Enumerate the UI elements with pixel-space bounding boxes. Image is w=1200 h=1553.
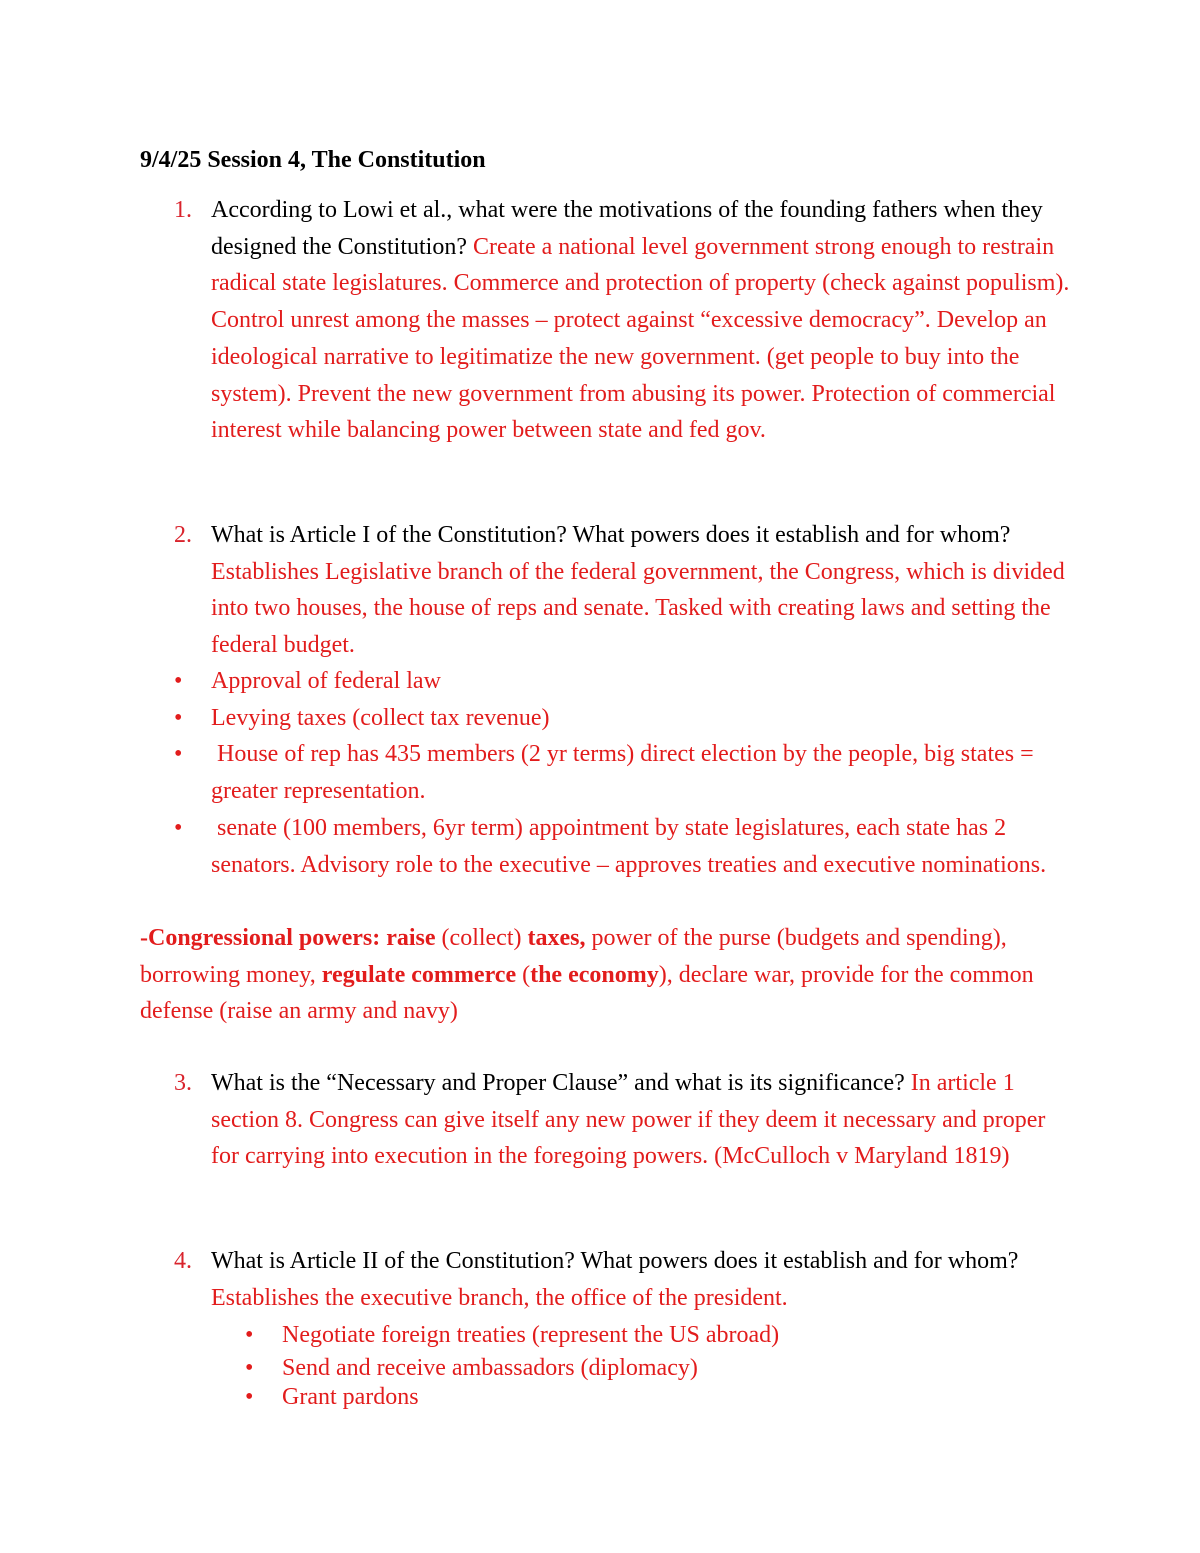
question-number: 3. xyxy=(174,1070,192,1096)
question-number: 1. xyxy=(174,197,192,223)
question-number: 4. xyxy=(174,1248,192,1274)
congress-text-4: power of the purse (budgets and spending), borrowing money, xyxy=(140,925,1007,988)
answer-text: In article 1 section 8. Congress can give itself any new power if they deem it necessary and proper for carrying into execution in the foregoing powers. (McCulloch v Maryland 1819) xyxy=(211,1070,1046,1170)
list-item xyxy=(245,1320,1082,1350)
list-item-text: House of rep has 435 members (2 yr terms) direct election by the people, big states = greater representation. xyxy=(211,741,1040,804)
list-item xyxy=(174,700,1071,737)
congress-text-5: regulate commerce xyxy=(321,961,517,988)
list-item xyxy=(174,810,1071,883)
list-item xyxy=(245,1353,1082,1383)
question-3 xyxy=(174,1065,1071,1175)
congress-text-6: ( xyxy=(516,961,531,988)
list-item-text: Levying taxes (collect tax revenue) xyxy=(211,705,550,731)
bullet-icon: • xyxy=(245,1384,254,1410)
answer-text: Establishes Legislative branch of the federal government, the Congress, which is divided into two houses, the house of reps and senate. Tasked with creating laws and setting the federal budget. xyxy=(211,558,1065,659)
list-item-text: Grant pardons xyxy=(282,1384,419,1410)
bullet-icon: • xyxy=(174,668,183,694)
page-title: 9/4/25 Session 4, The Constitution xyxy=(140,147,486,173)
bullet-icon: • xyxy=(174,815,183,841)
list-item-text: senate (100 members, 6yr term) appointment by state legislatures, each state has 2 senators. Advisory role to the executive – approves treaties and executive nominations. xyxy=(211,815,1047,878)
question-1 xyxy=(174,192,1071,449)
congress-text-3: taxes, xyxy=(527,925,586,951)
question-text: What is Article I of the Constitution? What powers does it establish and for whom? xyxy=(211,522,1011,548)
list-item xyxy=(245,1382,1082,1412)
answer-text: Create a national level government strong enough to restrain radical state legislatures. Commerce and protection of property (check against populism). Control unrest among the masses – protect against “excessive democracy”. Develop an ideological narrative to legitimatize the new government. (get people to buy into the system). Prevent the new government from abusing its power. Protection of commercial interest while balancing power between state and fed gov. xyxy=(211,233,1070,444)
question-4 xyxy=(174,1243,1071,1316)
list-item-text: Send and receive ambassadors (diplomacy) xyxy=(282,1355,698,1381)
list-item-text: Negotiate foreign treaties (represent the US abroad) xyxy=(282,1322,780,1348)
list-item xyxy=(174,736,1071,809)
bullet-icon: • xyxy=(174,705,183,731)
bullet-icon: • xyxy=(245,1322,254,1348)
congress-text-8: ), declare war, provide for the common defense (raise an army and navy) xyxy=(140,961,1034,1025)
congress-text-2: (collect) xyxy=(441,925,528,951)
question-text: What is Article II of the Constitution? What powers does it establish and for whom? xyxy=(211,1248,1019,1274)
question-text: According to Lowi et al., what were the motivations of the founding fathers when they designed the Constitution? xyxy=(211,197,1043,260)
bullet-icon: • xyxy=(245,1355,254,1381)
congressional-powers-paragraph xyxy=(140,920,1070,1030)
list-item-text: Approval of federal law xyxy=(211,668,441,694)
congress-text-1: -Congressional powers: raise xyxy=(140,925,442,951)
congress-text-7: the economy xyxy=(530,961,659,988)
question-number: 2. xyxy=(174,522,192,548)
list-item xyxy=(174,663,1071,700)
answer-text: Establishes the executive branch, the office of the president. xyxy=(211,1284,788,1311)
question-2 xyxy=(174,517,1071,664)
bullet-icon: • xyxy=(174,741,183,767)
question-text: What is the “Necessary and Proper Clause” and what is its significance? xyxy=(211,1070,905,1096)
